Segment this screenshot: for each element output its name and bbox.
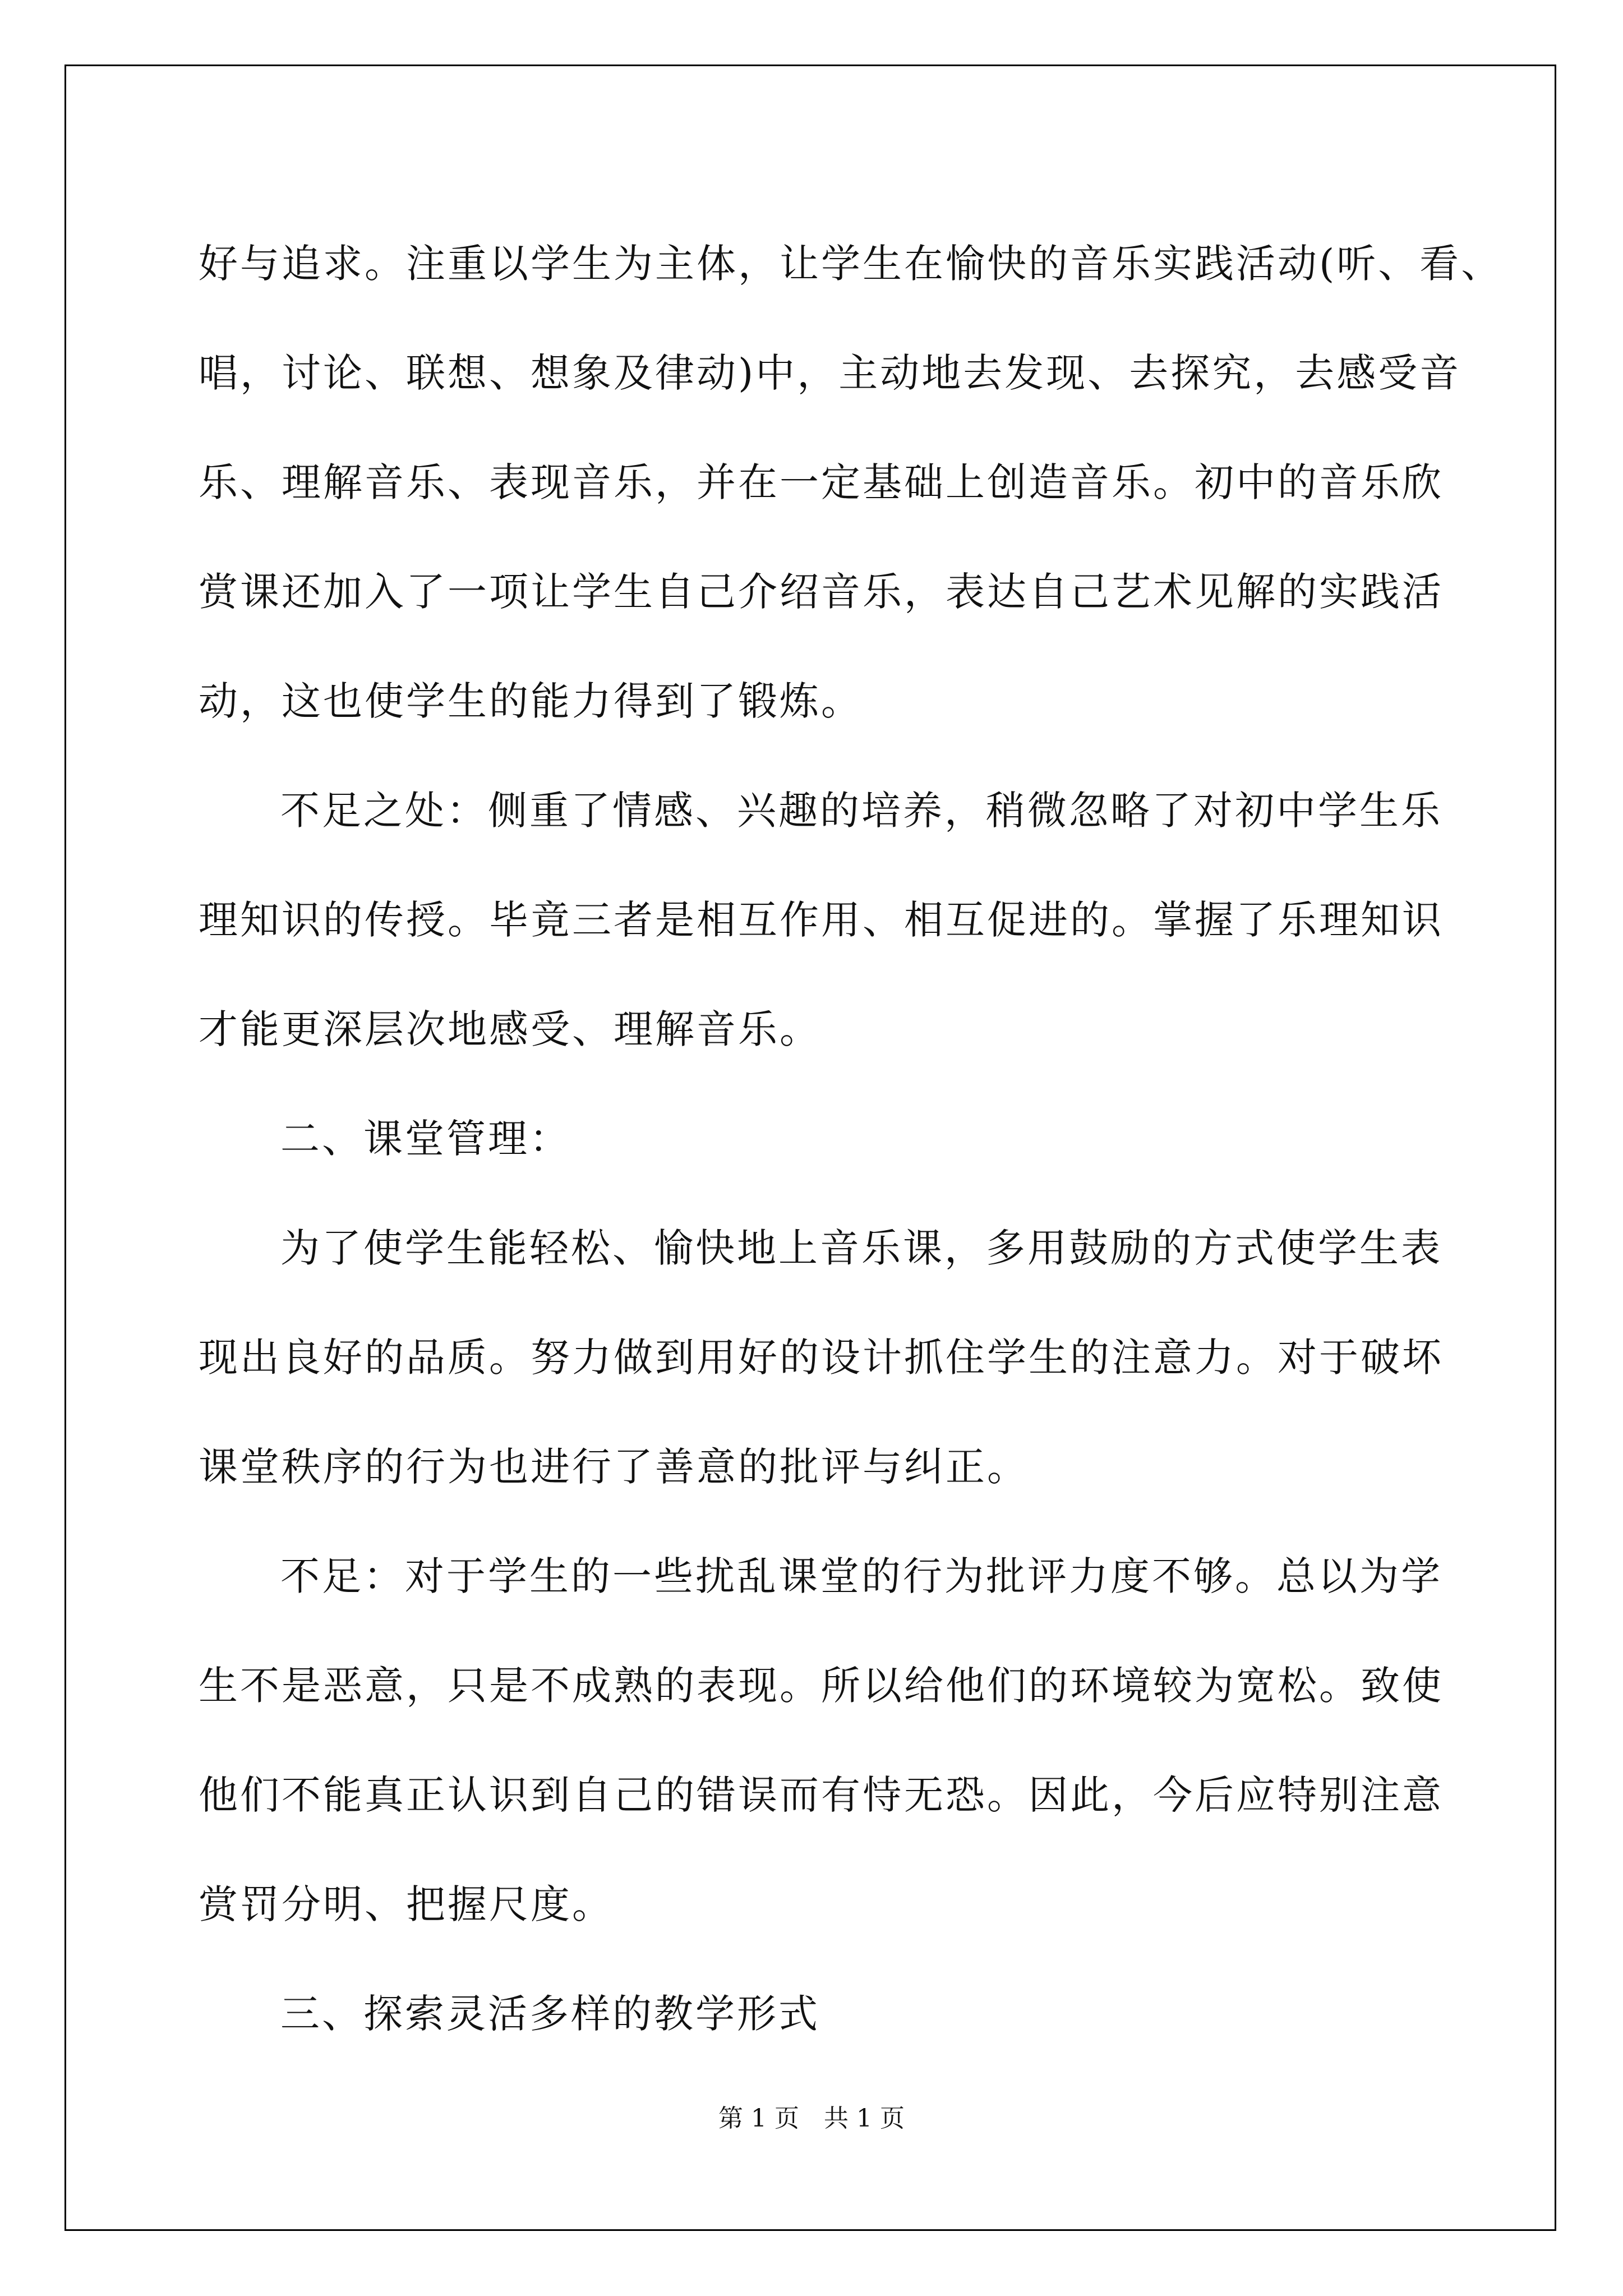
text-line: 生不是恶意，只是不成熟的表现。所以给他们的环境较为宽松。致使 xyxy=(199,1663,1444,1709)
text-line: 理知识的传授。毕竟三者是相互作用、相互促进的。掌握了乐理知识 xyxy=(199,897,1444,943)
page-footer: 第 1 页 共 1 页 xyxy=(718,2104,905,2133)
document-body xyxy=(199,209,1503,2069)
section-heading: 三、探索灵活多样的教学形式 xyxy=(280,1991,820,2037)
text-line: 赏罚分明、把握尺度。 xyxy=(199,1881,614,1927)
text-line: 好与追求。注重以学生为主体，让学生在愉快的音乐实践活动(听、看、 xyxy=(199,241,1503,287)
text-line: 课堂秩序的行为也进行了善意的批评与纠正。 xyxy=(199,1444,1029,1490)
text-line: 现出良好的品质。努力做到用好的设计抓住学生的注意力。对于破坏 xyxy=(199,1335,1444,1381)
paragraph-start-line: 不足：对于学生的一些扰乱课堂的行为批评力度不够。总以为学 xyxy=(280,1553,1442,1599)
paragraph-start-line: 为了使学生能轻松、愉快地上音乐课，多用鼓励的方式使学生表 xyxy=(280,1225,1442,1271)
text-line: 赏课还加入了一项让学生自己介绍音乐，表达自己艺术见解的实践活 xyxy=(199,569,1444,615)
section-heading: 二、课堂管理： xyxy=(280,1116,571,1162)
text-line: 唱，讨论、联想、想象及律动)中，主动地去发现、去探究，去感受音 xyxy=(199,350,1461,396)
text-line: 才能更深层次地感受、理解音乐。 xyxy=(199,1006,821,1052)
text-line: 乐、理解音乐、表现音乐，并在一定基础上创造音乐。初中的音乐欣 xyxy=(199,459,1444,505)
text-line: 动，这也使学生的能力得到了锻炼。 xyxy=(199,678,863,724)
text-line: 他们不能真正认识到自己的错误而有恃无恐。因此，今后应特别注意 xyxy=(199,1772,1444,1818)
paragraph-start-line: 不足之处：侧重了情感、兴趣的培养，稍微忽略了对初中学生乐 xyxy=(280,788,1442,834)
